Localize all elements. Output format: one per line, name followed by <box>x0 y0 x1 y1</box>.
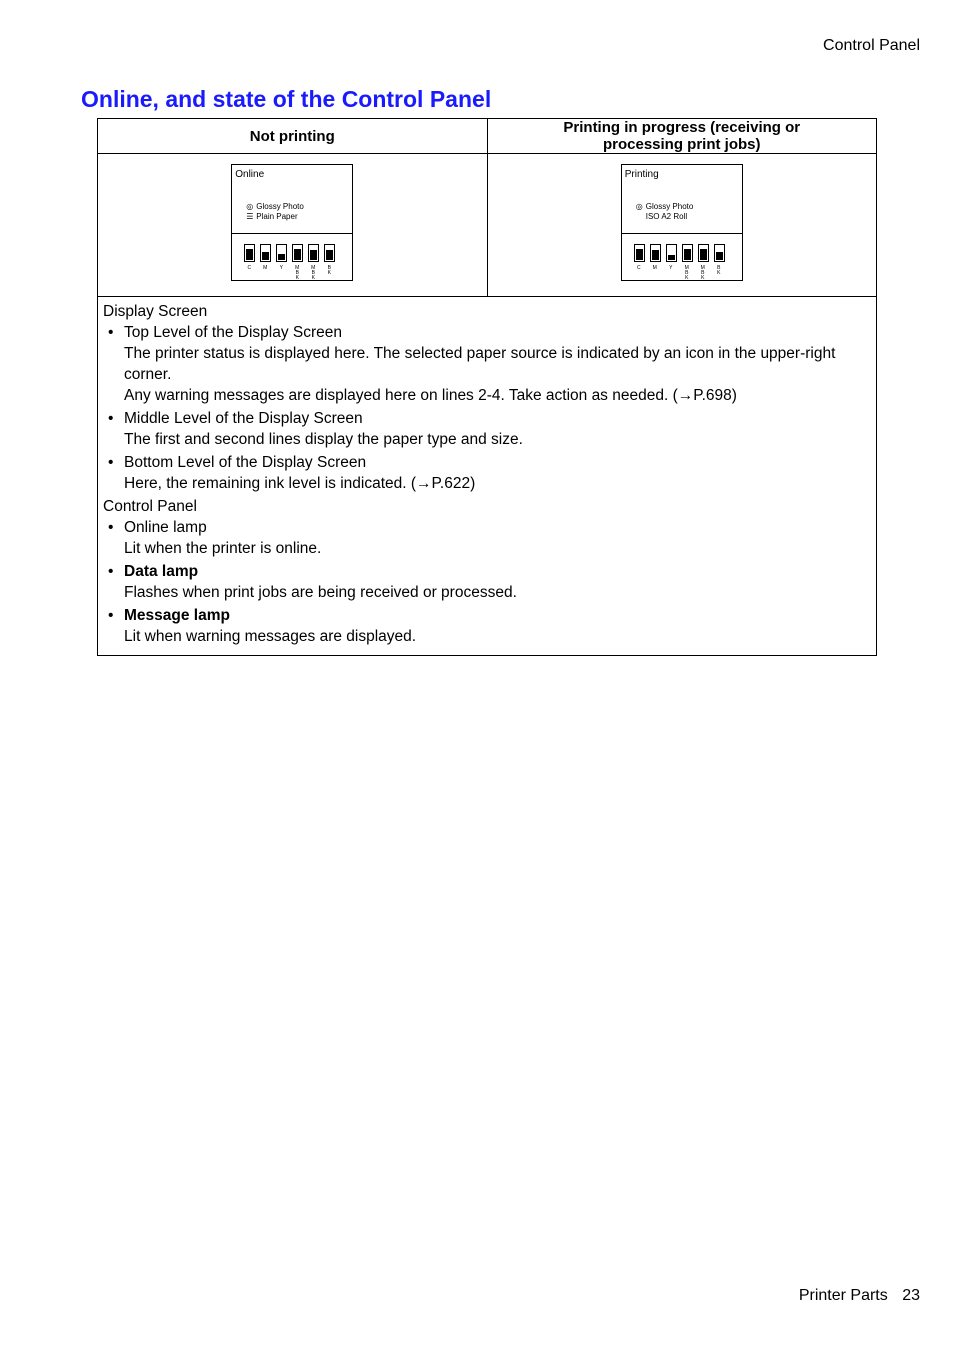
ink-level-gauge <box>634 244 645 262</box>
panel-cell-1 <box>487 154 877 297</box>
ink-level-fill <box>326 250 333 260</box>
bullet-icon: • <box>108 563 114 580</box>
ink-level-fill <box>668 255 675 260</box>
display-screen-list <box>103 322 871 494</box>
bullet-body: Lit when warning messages are displayed. <box>124 628 417 645</box>
ink-level-fill <box>294 249 301 260</box>
bullet-body: The printer status is displayed here. The selected paper source is indicated by an icon in the upper-right corner. Any warning messages are displayed here on lines 2-4. Take action as needed. (→P.698) <box>124 345 836 404</box>
ink-color-label: M B K <box>684 265 689 281</box>
lcd-status-text: Online <box>235 169 265 180</box>
ink-level-gauge <box>292 244 303 262</box>
ink-level-gauge <box>714 244 725 262</box>
ink-color-label: Y <box>279 265 283 271</box>
ink-level-fill <box>684 249 691 260</box>
ink-color-label: M B K <box>700 265 705 281</box>
lcd-media-type: Glossy Photo <box>256 202 304 211</box>
lcd-illustration-printing <box>621 164 743 281</box>
control-panel-heading: Control Panel <box>103 498 197 515</box>
lcd-media-line <box>246 202 304 211</box>
lcd-illustration-not-printing <box>231 164 353 281</box>
plain-paper-stack-icon: ☰ <box>246 212 254 221</box>
ink-level-gauge <box>276 244 287 262</box>
table-header-row <box>98 119 877 154</box>
lcd-ink-area <box>232 235 352 280</box>
ink-level-fill <box>246 249 253 260</box>
glossy-photo-roll-icon: ◎ <box>246 202 254 211</box>
lcd-paper-line <box>636 212 687 221</box>
control-panel-table <box>97 118 877 656</box>
ink-level-fill <box>700 249 707 260</box>
bullet-icon: • <box>108 454 114 471</box>
bullet-title: Bottom Level of the Display Screen <box>124 454 367 471</box>
ink-level-row <box>244 244 344 281</box>
ink-level-gauge <box>260 244 271 262</box>
ink-level-gauge <box>308 244 319 262</box>
bullet-icon: • <box>108 519 114 536</box>
display-screen-item <box>103 408 871 450</box>
bullet-title: Middle Level of the Display Screen <box>124 410 363 427</box>
display-screen-heading: Display Screen <box>103 303 208 320</box>
ink-color-label: M <box>263 265 268 271</box>
ink-color-label: M B K <box>295 265 300 281</box>
ink-level-gauge <box>698 244 709 262</box>
ink-level-fill <box>262 252 269 260</box>
ink-color-label: B K <box>327 265 331 276</box>
bullet-body: Flashes when print jobs are being received or processed. <box>124 584 517 601</box>
ink-color-label: M B K <box>311 265 316 281</box>
column-header-printing: Printing in progress (receiving or processing print jobs) <box>487 119 877 154</box>
description-row <box>98 297 877 656</box>
page-title: Online, and state of the Control Panel <box>81 86 492 112</box>
ink-level-gauge <box>324 244 335 262</box>
ink-color-label: Y <box>669 265 673 271</box>
bullet-icon: • <box>108 324 114 341</box>
ink-color-label: B K <box>717 265 721 276</box>
bullet-body: Here, the remaining ink level is indicated. (→P.622) <box>124 475 476 492</box>
control-panel-item <box>103 561 871 603</box>
ink-level-fill <box>652 250 659 260</box>
lcd-media-type: Glossy Photo <box>645 202 694 211</box>
ink-level-fill <box>636 249 643 260</box>
bullet-icon: • <box>108 607 114 624</box>
control-panel-item <box>103 517 871 559</box>
bullet-body: Lit when the printer is online. <box>124 540 322 557</box>
ink-level-fill <box>278 254 285 260</box>
control-panel-list <box>103 517 871 647</box>
ink-color-label: M <box>652 265 657 271</box>
bullet-title: Online lamp <box>124 519 207 536</box>
ink-level-gauge <box>244 244 255 262</box>
bullet-title: Data lamp <box>124 563 199 580</box>
display-image-row <box>98 154 877 297</box>
ink-level-gauge <box>650 244 661 262</box>
glossy-photo-roll-icon: ◎ <box>635 202 643 211</box>
ink-level-gauge <box>666 244 677 262</box>
lcd-upper-area <box>622 165 742 234</box>
running-head: Control Panel <box>823 37 920 54</box>
description-cell <box>98 297 877 656</box>
ink-color-label: C <box>247 265 252 271</box>
bullet-title: Top Level of the Display Screen <box>124 324 342 341</box>
display-screen-item <box>103 322 871 406</box>
lcd-paper-line <box>246 212 297 221</box>
footer-section: Printer Parts <box>798 1287 888 1304</box>
control-panel-item <box>103 605 871 647</box>
ink-level-fill <box>310 250 317 260</box>
ink-level-row <box>634 244 734 281</box>
bullet-body: The first and second lines display the paper type and size. <box>124 431 523 448</box>
ink-level-fill <box>716 252 723 260</box>
lcd-media-line <box>636 202 694 211</box>
lcd-upper-area <box>232 165 352 234</box>
lcd-status-text: Printing <box>624 169 659 180</box>
ink-level-gauge <box>682 244 693 262</box>
panel-cell-0 <box>98 154 488 297</box>
page-footer <box>799 1287 920 1305</box>
bullet-title: Message lamp <box>124 607 230 624</box>
display-screen-item <box>103 452 871 494</box>
page-number: 23 <box>902 1287 920 1304</box>
lcd-paper-source: Plain Paper <box>256 212 298 221</box>
bullet-icon: • <box>108 410 114 427</box>
column-header-not-printing: Not printing <box>98 119 488 154</box>
ink-color-label: C <box>636 265 641 271</box>
lcd-ink-area <box>622 235 742 280</box>
lcd-paper-size: ISO A2 Roll <box>645 212 688 221</box>
